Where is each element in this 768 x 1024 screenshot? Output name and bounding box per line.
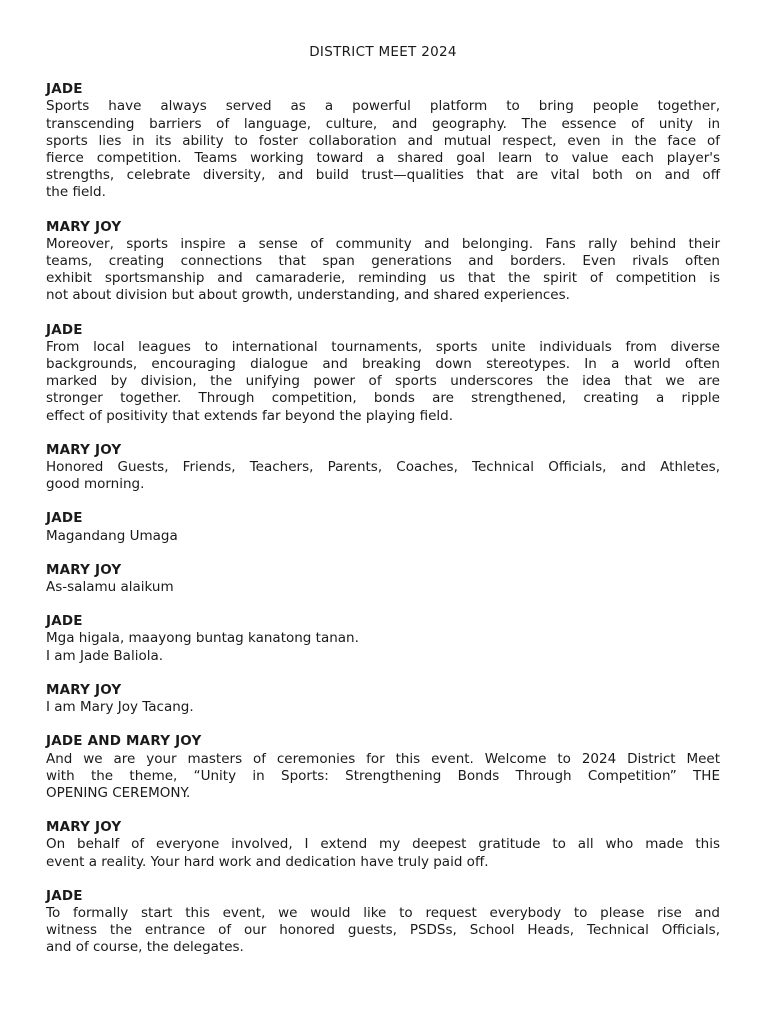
speaker-name: JADE AND MARY JOY: [46, 733, 202, 750]
dialogue-block: [46, 613, 720, 665]
dialogue-line: And we are your masters of ceremonies for this event. Welcome to 2024 District Meet: [46, 750, 720, 767]
speaker-name: MARY JOY: [46, 441, 122, 458]
dialogue-line: backgrounds, encouraging dialogue and breaking down stereotypes. In a world often: [46, 356, 720, 373]
dialogue-line: Mga higala, maayong buntag kanatong tanan.: [46, 630, 359, 647]
dialogue-line: To formally start this event, we would like to request everybody to please rise and: [46, 904, 720, 921]
dialogue-block: [46, 219, 720, 305]
dialogue-line: Moreover, sports inspire a sense of community and belonging. Fans rally behind their: [46, 235, 720, 252]
speaker-name: JADE: [46, 887, 83, 904]
dialogue-block: [46, 322, 720, 425]
dialogue-line: teams, creating connections that span generations and borders. Even rivals often: [46, 253, 720, 270]
dialogue-line: good morning.: [46, 476, 145, 493]
dialogue-line: transcending barriers of language, culture, and geography. The essence of unity in: [46, 115, 720, 132]
speaker-name: MARY JOY: [46, 561, 122, 578]
dialogue-line: As-salamu alaikum: [46, 579, 174, 596]
speaker-name: MARY JOY: [46, 681, 122, 698]
dialogue-block: [46, 442, 720, 494]
dialogue-line: Magandang Umaga: [46, 527, 178, 544]
dialogue-line: OPENING CEREMONY.: [46, 784, 191, 801]
speaker-name: JADE: [46, 613, 83, 630]
document-title: DISTRICT MEET 2024: [309, 44, 457, 60]
dialogue-line: stronger together. Through competition, bonds are strengthened, creating a ripple: [46, 390, 720, 407]
speaker-name: MARY JOY: [46, 218, 122, 235]
speaker-name: MARY JOY: [46, 819, 122, 836]
speaker-name: JADE: [46, 510, 83, 527]
dialogue-line: and of course, the delegates.: [46, 939, 244, 956]
dialogue-line: fierce competition. Teams working toward a shared goal learn to value each player's: [46, 150, 720, 167]
dialogue-line: strengths, celebrate diversity, and build trust—qualities that are vital both on and off: [46, 167, 720, 184]
dialogue-block: [46, 81, 720, 201]
dialogue-line: Honored Guests, Friends, Teachers, Parents, Coaches, Technical Officials, and Athletes,: [46, 459, 720, 476]
dialogue-line: From local leagues to international tournaments, sports unite individuals from diverse: [46, 338, 720, 355]
dialogue-line: sports lies in its ability to foster collaboration and mutual respect, even in the face of: [46, 132, 720, 149]
dialogue-line: effect of positivity that extends far beyond the playing field.: [46, 407, 454, 424]
dialogue-block: [46, 510, 720, 544]
dialogue-line: the field.: [46, 184, 106, 201]
dialogue-line: marked by division, the unifying power of sports underscores the idea that we are: [46, 373, 720, 390]
dialogue-block: [46, 733, 720, 802]
dialogue-line: I am Jade Baliola.: [46, 647, 164, 664]
dialogue-block: [46, 562, 720, 596]
dialogue-line: Sports have always served as a powerful platform to bring people together,: [46, 98, 720, 115]
dialogue-line: event a reality. Your hard work and dedication have truly paid off.: [46, 853, 489, 870]
dialogue-line: not about division but about growth, understanding, and shared experiences.: [46, 287, 570, 304]
speaker-name: JADE: [46, 321, 83, 338]
dialogue-block: [46, 888, 720, 957]
dialogue-block: [46, 819, 720, 871]
speaker-name: JADE: [46, 81, 83, 98]
dialogue-line: witness the entrance of our honored guests, PSDSs, School Heads, Technical Officials,: [46, 922, 720, 939]
dialogue-line: I am Mary Joy Tacang.: [46, 699, 194, 716]
dialogue-line: On behalf of everyone involved, I extend my deepest gratitude to all who made this: [46, 836, 720, 853]
dialogue-line: exhibit sportsmanship and camaraderie, reminding us that the spirit of competition is: [46, 270, 720, 287]
script-blocks: [46, 81, 720, 956]
dialogue-line: with the theme, “Unity in Sports: Strengthening Bonds Through Competition” THE: [46, 767, 720, 784]
dialogue-block: [46, 682, 720, 716]
